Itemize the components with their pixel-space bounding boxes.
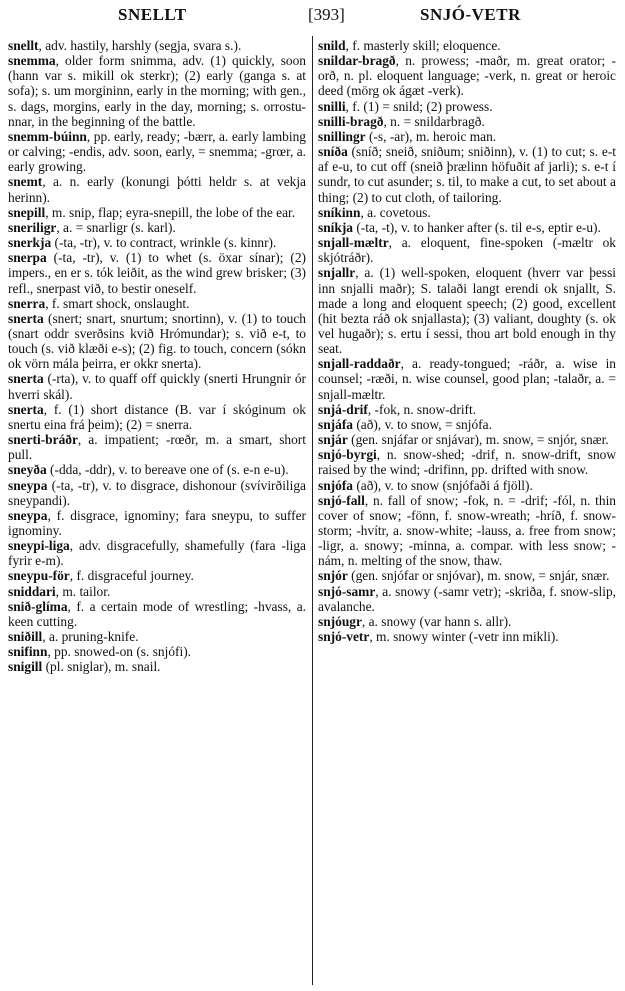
entry-headword: snjó-byrgi bbox=[318, 447, 377, 463]
dictionary-entry bbox=[318, 38, 616, 53]
dictionary-entry bbox=[8, 235, 306, 250]
entry-definition: , a. n. early (konungi þótti heldr s. at vekja herinn). bbox=[8, 174, 306, 205]
entry-definition: (-ta, -t), v. to hanker after (s. til e-s, eptir e-u). bbox=[352, 219, 601, 235]
dictionary-entry bbox=[8, 220, 306, 235]
entry-definition: , n. snow-shed; -drif, n. snow-drift, snow raised by the wind; -drifinn, pp. drifted with snow. bbox=[318, 447, 616, 478]
entry-headword: snjófa bbox=[318, 477, 353, 493]
entry-definition: (-ta, -tr), v. to contract, wrinkle (s. kinnr). bbox=[51, 235, 277, 251]
entry-definition: , a. impatient; -rœðr, m. a smart, short pull. bbox=[8, 432, 306, 463]
entry-headword: snjó-fall bbox=[318, 492, 365, 508]
entry-headword: snemm-búinn bbox=[8, 128, 87, 144]
dictionary-entry bbox=[8, 205, 306, 220]
dictionary-entry bbox=[8, 38, 306, 53]
entry-definition: (að), v. to snow (snjófaði á fjöll). bbox=[352, 477, 533, 493]
entry-headword: snild bbox=[318, 38, 346, 53]
entry-definition: , a. pruning-knife. bbox=[42, 629, 139, 645]
left-column bbox=[8, 38, 306, 675]
dictionary-entry bbox=[8, 584, 306, 599]
entry-definition: (að), v. to snow, = snjófa. bbox=[352, 416, 492, 432]
entry-headword: snjallr bbox=[318, 265, 356, 281]
dictionary-entry bbox=[318, 220, 616, 235]
dictionary-entry bbox=[8, 644, 306, 659]
entry-headword: snjall-raddaðr bbox=[318, 356, 401, 372]
entry-definition: , n. = snildarbragð. bbox=[383, 113, 485, 129]
dictionary-entry bbox=[318, 614, 616, 629]
entry-headword: snifinn bbox=[8, 644, 48, 660]
dictionary-entry bbox=[318, 478, 616, 493]
right-column bbox=[318, 38, 616, 644]
dictionary-entry bbox=[8, 371, 306, 401]
entry-headword: snilli-bragð bbox=[318, 113, 384, 129]
header-right-guideword: SNJÓ-VETR bbox=[420, 5, 521, 24]
column-divider bbox=[312, 36, 313, 985]
entry-definition: , f. masterly skill; eloquence. bbox=[345, 38, 501, 53]
dictionary-entry bbox=[318, 629, 616, 644]
dictionary-entry bbox=[318, 584, 616, 614]
entry-definition: (pl. sniglar), m. snail. bbox=[42, 659, 161, 675]
dictionary-entry bbox=[8, 508, 306, 538]
entry-headword: sneypa bbox=[8, 507, 48, 523]
entry-headword: snjóugr bbox=[318, 613, 362, 629]
entry-headword: snerpa bbox=[8, 250, 47, 266]
entry-headword: sniddari bbox=[8, 583, 56, 599]
entry-definition: , f. disgraceful journey. bbox=[69, 568, 194, 584]
dictionary-entry bbox=[318, 356, 616, 401]
dictionary-entry bbox=[318, 265, 616, 356]
dictionary-entry bbox=[318, 417, 616, 432]
entry-definition: (-s, -ar), m. heroic man. bbox=[365, 128, 497, 144]
dictionary-entry bbox=[8, 311, 306, 372]
dictionary-entry bbox=[318, 235, 616, 265]
entry-headword: snjó-vetr bbox=[318, 629, 370, 645]
entry-definition: , m. snip, flap; eyra-snepill, the lobe of the ear. bbox=[45, 204, 296, 220]
page-number: [393] bbox=[308, 5, 345, 24]
entry-definition: , a. = snarligr (s. karl). bbox=[56, 219, 176, 235]
dictionary-entry bbox=[318, 144, 616, 205]
dictionary-entry bbox=[8, 432, 306, 462]
entry-headword: snildar-bragð bbox=[318, 53, 396, 69]
dictionary-entry bbox=[8, 538, 306, 568]
entry-headword: sneypa bbox=[8, 477, 48, 493]
entry-definition: , f. a certain mode of wrestling; -hvass, a. keen cutting. bbox=[8, 598, 306, 629]
entry-definition: (gen. snjáfar or snjávar), m. snow, = snjór, snær. bbox=[347, 432, 609, 448]
entry-definition: , adv. disgracefully, shamefully (fara -liga fyrir e-m). bbox=[8, 538, 306, 569]
entry-definition: , older form snimma, adv. (1) quickly, soon (hann var s. mikill ok sterkr); (2) early (ganga s. at sofa); s. um morgininn, early in the morning; with gen., s. dags, morgins, early in the day, morning; s. orrostu-nnar, in the beginning of the battle. bbox=[8, 53, 306, 129]
entry-headword: sneriligr bbox=[8, 219, 57, 235]
entry-headword: sneypi-liga bbox=[8, 538, 70, 554]
entry-definition: , f. disgrace, ignominy; fara sneypu, to suffer ignominy. bbox=[8, 507, 306, 538]
dictionary-entry bbox=[8, 659, 306, 674]
entry-definition: (gen. snjófar or snjóvar), m. snow, = snjár, snær. bbox=[347, 568, 610, 584]
entry-definition: (-rta), v. to quaff off quickly (snerti Hrungnir ór hverri skál). bbox=[8, 371, 306, 402]
dictionary-entry bbox=[8, 629, 306, 644]
entry-headword: snepill bbox=[8, 204, 46, 220]
dictionary-entry bbox=[318, 402, 616, 417]
entry-headword: sneypu-för bbox=[8, 568, 70, 584]
header-left-guideword: SNELLT bbox=[118, 5, 187, 24]
entry-definition: , pp. snowed-on (s. snjófi). bbox=[47, 644, 192, 660]
dictionary-entry bbox=[318, 114, 616, 129]
entry-definition: , a. snowy (-samr vetr); -skriða, f. snow-slip, avalanche. bbox=[318, 583, 616, 614]
entry-headword: snjáfa bbox=[318, 416, 353, 432]
entry-headword: sneyða bbox=[8, 462, 47, 478]
dictionary-entry bbox=[8, 129, 306, 174]
entry-definition: (-ta, -tr), v. (1) to whet (s. öxar sínar); (2) impers., en er s. tók leiðit, as the wind grew brisker; (3) refl., snerpast við, to bestir oneself. bbox=[8, 250, 306, 296]
dictionary-entry bbox=[318, 205, 616, 220]
dictionary-entry bbox=[318, 447, 616, 477]
entry-headword: snjár bbox=[318, 432, 348, 448]
dictionary-entry bbox=[8, 296, 306, 311]
entry-headword: snigill bbox=[8, 659, 43, 675]
entry-definition: , a. snowy (var hann s. allr). bbox=[361, 613, 512, 629]
entry-definition: , adv. hastily, harshly (segja, svara s.). bbox=[38, 38, 242, 53]
entry-definition: , a. ready-tongued; -ráðr, a. wise in counsel; -ræði, n. wise counsel, good plan; -talaðr, a. = snjall-mæltr. bbox=[318, 356, 616, 402]
entry-definition: , a. (1) well-spoken, eloquent (hverr var þessi inn snjalli maðr); S. talaði langt erendi ok snjallt, S. made a long and eloquent speech; (2) good, excellent (hit bezta ráð ok snjallasta); (3) valiant, doughty (s. ok vel hugaðr); s. ertu í sessi, thou art bold enough in thy seat. bbox=[318, 265, 616, 357]
entry-definition: , -fok, n. snow-drift. bbox=[367, 401, 477, 417]
dictionary-entry bbox=[8, 53, 306, 129]
dictionary-entry bbox=[8, 402, 306, 432]
entry-headword: snerra bbox=[8, 295, 46, 311]
dictionary-entry bbox=[8, 174, 306, 204]
entry-headword: snerkja bbox=[8, 235, 52, 251]
dictionary-entry bbox=[8, 462, 306, 477]
entry-headword: snjór bbox=[318, 568, 348, 584]
entry-headword: snjall-mæltr bbox=[318, 235, 389, 251]
entry-definition: , n. fall of snow; -fok, n. = -drif; -fól, n. thin cover of snow; -fönn, f. snow-wreath; -hríð, f. snow-storm; -hvítr, a. snow-white; -lauss, a. free from snow; -ligr, a. snowy; -minna, a. compar. with less snow; -nám, n. melting of the snow, thaw. bbox=[318, 492, 616, 569]
entry-headword: snemma bbox=[8, 53, 56, 69]
dictionary-entry bbox=[318, 99, 616, 114]
entry-headword: snemt bbox=[8, 174, 43, 190]
entry-headword: snilli bbox=[318, 98, 346, 114]
entry-definition: (-ta, -tr), v. to disgrace, dishonour (svívirðiliga sneypandi). bbox=[8, 477, 306, 508]
page-header bbox=[10, 5, 615, 27]
entry-headword: snjá-drif bbox=[318, 401, 368, 417]
entry-headword: sníkja bbox=[318, 219, 353, 235]
entry-definition: , m. tailor. bbox=[55, 583, 111, 599]
entry-definition: , n. prowess; -maðr, m. great orator; -orð, n. pl. eloquent language; -verk, n. great or heroic deed (mörg ok ágæt -verk). bbox=[318, 53, 616, 99]
dictionary-entry bbox=[318, 568, 616, 583]
entry-definition: , f. (1) = snild; (2) prowess. bbox=[345, 98, 493, 114]
entry-headword: snellt bbox=[8, 38, 39, 53]
entry-definition: (snert; snart, snurtum; snortinn), v. (1) to touch (snart oddr sverðsins kvið Hrómundar); s. við e-t, to touch (s. við klæði e-s); (2) fig. to touch, concern (sókn ok vörn mála þeirra, er okkr snerta). bbox=[8, 310, 306, 372]
entry-definition: , f. smart shock, onslaught. bbox=[45, 295, 190, 311]
dictionary-entry bbox=[318, 493, 616, 569]
entry-definition: (sníð; sneið, sniðum; sniðinn), v. (1) to cut; s. e-t af e-u, to cut off (sneið þrælinn höfuðit af jarli); s. e-t í sundr, to cut asunder; s. til, to make a cut, to set about a thing; (2) to cut cloth, of tailoring. bbox=[318, 144, 616, 205]
entry-definition: (-dda, -ddr), v. to bereave one of (s. e-n e-u). bbox=[46, 462, 289, 478]
dictionary-entry bbox=[8, 250, 306, 295]
entry-definition: , a. eloquent, fine-spoken (-mæltr ok skjótráðr). bbox=[318, 235, 616, 266]
entry-headword: snerti-bráðr bbox=[8, 432, 78, 448]
entry-definition: , f. (1) short distance (B. var í skóginum ok snertu eina frá þeim); (2) = snerra. bbox=[8, 401, 306, 432]
entry-headword: sníða bbox=[318, 144, 348, 160]
entry-headword: snið-glíma bbox=[8, 598, 68, 614]
entry-definition: , pp. early, ready; -bærr, a. early lambing or calving; -endis, adv. soon, early, = snemma; -grœr, a. early growing. bbox=[8, 128, 306, 175]
entry-headword: snjó-samr bbox=[318, 583, 376, 599]
entry-headword: sniðill bbox=[8, 629, 43, 645]
entry-headword: sníkinn bbox=[318, 204, 361, 220]
entry-definition: , m. snowy winter (-vetr inn mikli). bbox=[369, 629, 559, 645]
entry-headword: snerta bbox=[8, 310, 44, 326]
dictionary-entry bbox=[318, 53, 616, 98]
dictionary-entry bbox=[8, 568, 306, 583]
entry-headword: snerta bbox=[8, 371, 44, 387]
entry-definition: , a. covetous. bbox=[360, 204, 431, 220]
dictionary-entry bbox=[318, 129, 616, 144]
dictionary-entry bbox=[318, 432, 616, 447]
entry-headword: snillingr bbox=[318, 128, 366, 144]
entry-headword: snerta bbox=[8, 401, 44, 417]
dictionary-entry bbox=[8, 478, 306, 508]
dictionary-entry bbox=[8, 599, 306, 629]
